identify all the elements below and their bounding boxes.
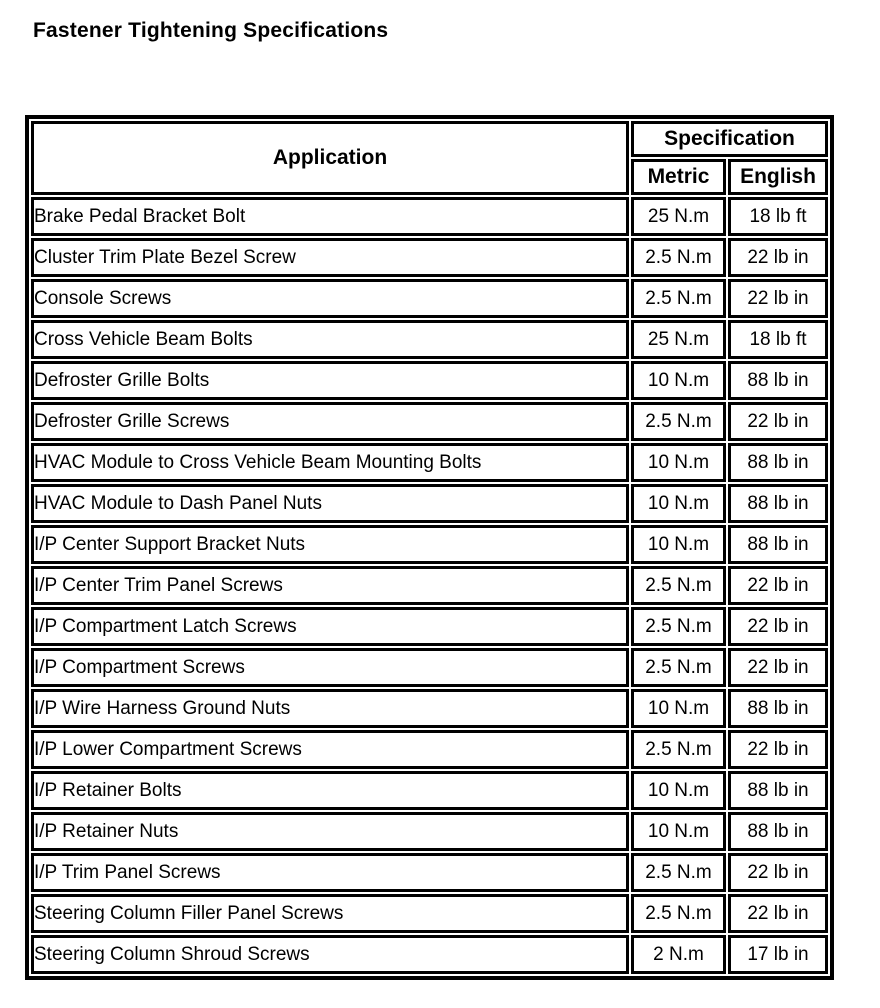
table-row [31, 812, 828, 851]
english-value-cell: 22 lb in [728, 402, 828, 441]
page-title: Fastener Tightening Specifications [33, 19, 389, 42]
metric-value-cell: 10 N.m [631, 525, 726, 564]
table-row [31, 689, 828, 728]
table-row [31, 238, 828, 277]
metric-value-cell: 10 N.m [631, 443, 726, 482]
english-value-cell: 22 lb in [728, 607, 828, 646]
table-row [31, 402, 828, 441]
metric-value-cell: 25 N.m [631, 197, 726, 236]
application-cell: Brake Pedal Bracket Bolt [31, 197, 629, 236]
english-value-cell: 22 lb in [728, 894, 828, 933]
fastener-spec-table [25, 115, 834, 980]
table-row [31, 853, 828, 892]
application-cell: I/P Wire Harness Ground Nuts [31, 689, 629, 728]
application-cell: HVAC Module to Cross Vehicle Beam Mounting Bolts [31, 443, 629, 482]
application-cell: I/P Compartment Latch Screws [31, 607, 629, 646]
table-row [31, 525, 828, 564]
english-value-cell: 88 lb in [728, 361, 828, 400]
metric-value-cell: 2.5 N.m [631, 853, 726, 892]
application-cell: I/P Retainer Nuts [31, 812, 629, 851]
table-row [31, 894, 828, 933]
english-value-cell: 22 lb in [728, 853, 828, 892]
table-row [31, 730, 828, 769]
metric-value-cell: 2.5 N.m [631, 279, 726, 318]
metric-value-cell: 2.5 N.m [631, 607, 726, 646]
metric-value-cell: 2 N.m [631, 935, 726, 974]
table-row [31, 484, 828, 523]
metric-value-cell: 10 N.m [631, 771, 726, 810]
application-cell: I/P Compartment Screws [31, 648, 629, 687]
table-row [31, 935, 828, 974]
english-value-cell: 88 lb in [728, 484, 828, 523]
metric-value-cell: 25 N.m [631, 320, 726, 359]
application-cell: I/P Center Support Bracket Nuts [31, 525, 629, 564]
metric-value-cell: 10 N.m [631, 689, 726, 728]
spec-table-header [31, 121, 828, 195]
english-value-cell: 22 lb in [728, 730, 828, 769]
metric-value-cell: 2.5 N.m [631, 566, 726, 605]
english-value-cell: 18 lb ft [728, 197, 828, 236]
table-row [31, 361, 828, 400]
metric-value-cell: 10 N.m [631, 361, 726, 400]
spec-table-body [31, 197, 828, 974]
application-cell: I/P Trim Panel Screws [31, 853, 629, 892]
english-value-cell: 88 lb in [728, 689, 828, 728]
table-row [31, 197, 828, 236]
application-cell: Console Screws [31, 279, 629, 318]
column-header-application: Application [31, 121, 629, 195]
metric-value-cell: 2.5 N.m [631, 238, 726, 277]
application-cell: HVAC Module to Dash Panel Nuts [31, 484, 629, 523]
table-row [31, 771, 828, 810]
column-header-metric: Metric [631, 159, 726, 195]
table-row [31, 320, 828, 359]
application-cell: Steering Column Shroud Screws [31, 935, 629, 974]
application-cell: I/P Retainer Bolts [31, 771, 629, 810]
table-row [31, 607, 828, 646]
english-value-cell: 22 lb in [728, 648, 828, 687]
application-cell: I/P Center Trim Panel Screws [31, 566, 629, 605]
table-row [31, 566, 828, 605]
column-header-specification: Specification [631, 121, 828, 157]
metric-value-cell: 10 N.m [631, 812, 726, 851]
english-value-cell: 18 lb ft [728, 320, 828, 359]
english-value-cell: 22 lb in [728, 566, 828, 605]
application-cell: I/P Lower Compartment Screws [31, 730, 629, 769]
table-row [31, 443, 828, 482]
metric-value-cell: 2.5 N.m [631, 402, 726, 441]
application-cell: Defroster Grille Bolts [31, 361, 629, 400]
metric-value-cell: 10 N.m [631, 484, 726, 523]
english-value-cell: 22 lb in [728, 238, 828, 277]
column-header-english: English [728, 159, 828, 195]
metric-value-cell: 2.5 N.m [631, 648, 726, 687]
metric-value-cell: 2.5 N.m [631, 894, 726, 933]
metric-value-cell: 2.5 N.m [631, 730, 726, 769]
english-value-cell: 88 lb in [728, 443, 828, 482]
english-value-cell: 88 lb in [728, 812, 828, 851]
header-row-specification [31, 121, 828, 157]
english-value-cell: 88 lb in [728, 771, 828, 810]
english-value-cell: 17 lb in [728, 935, 828, 974]
application-cell: Cross Vehicle Beam Bolts [31, 320, 629, 359]
application-cell: Defroster Grille Screws [31, 402, 629, 441]
application-cell: Steering Column Filler Panel Screws [31, 894, 629, 933]
table-row [31, 279, 828, 318]
english-value-cell: 22 lb in [728, 279, 828, 318]
application-cell: Cluster Trim Plate Bezel Screw [31, 238, 629, 277]
table-row [31, 648, 828, 687]
english-value-cell: 88 lb in [728, 525, 828, 564]
